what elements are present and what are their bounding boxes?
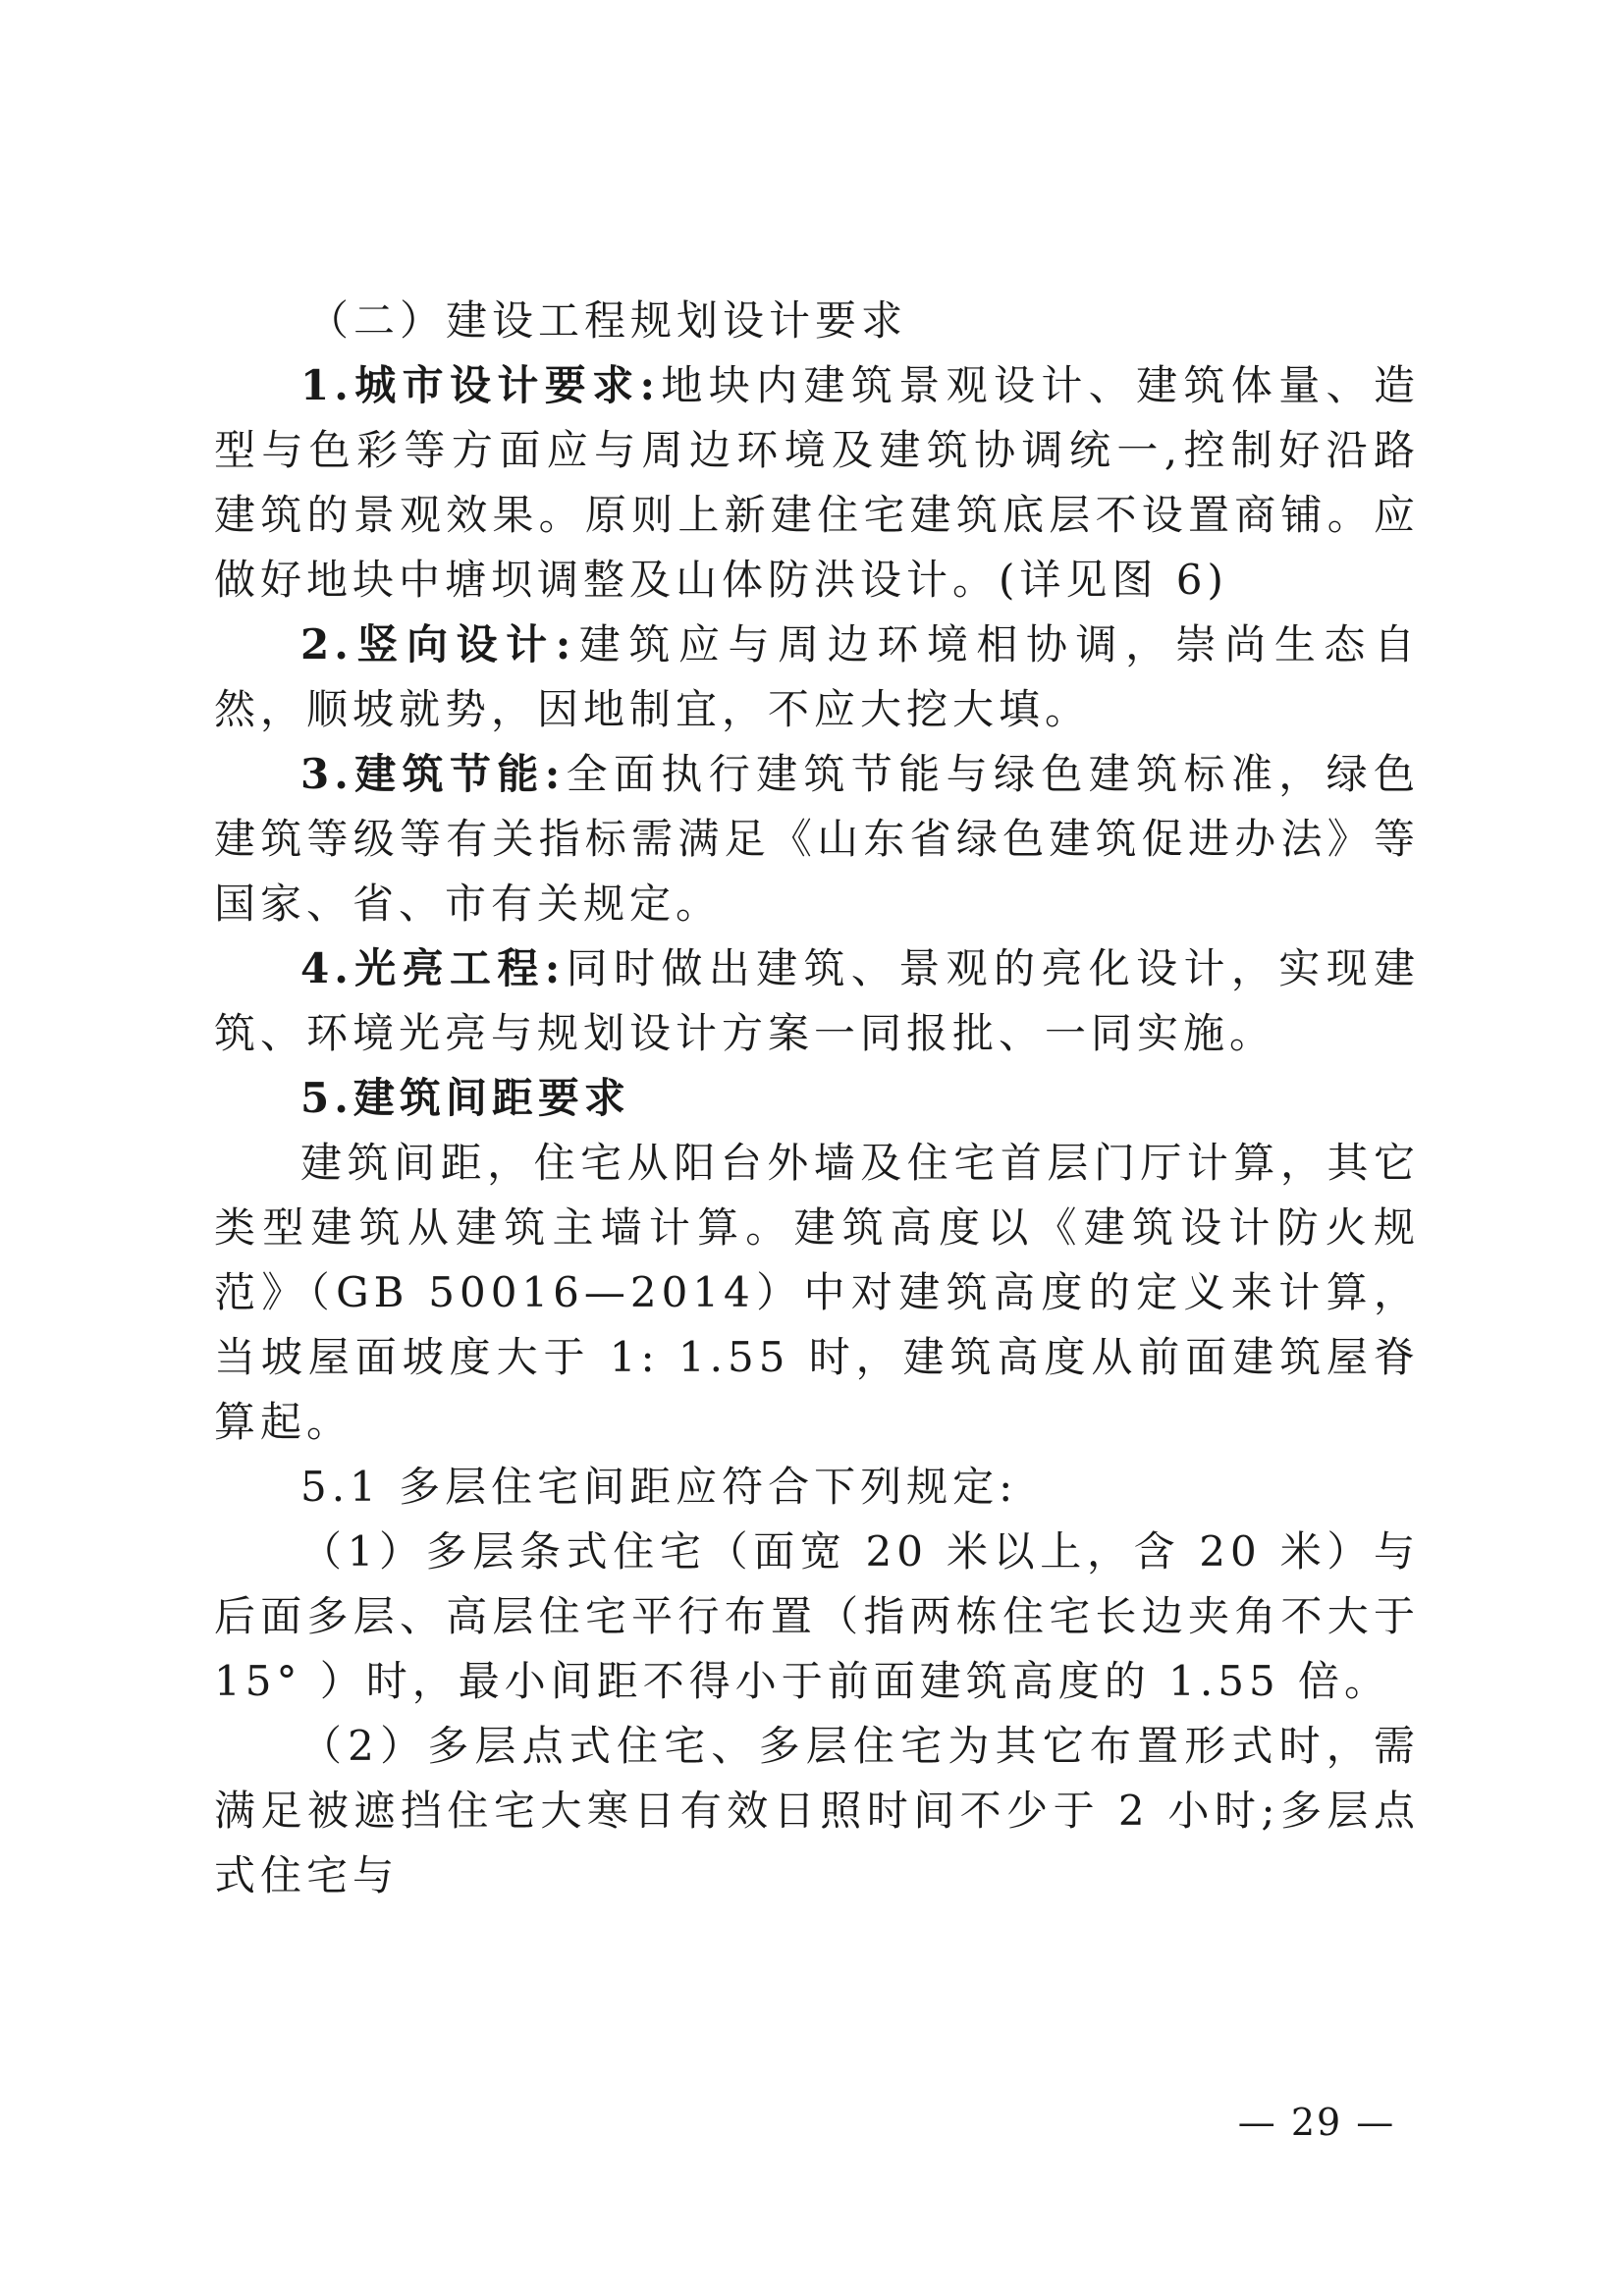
item-5-paragraph xyxy=(214,1066,1420,1131)
page-body xyxy=(214,289,1420,1908)
item-4-text: 同时做出建筑、景观的亮化设计，实现建筑、环境光亮与规划设计方案一同报批、一同实施。 xyxy=(214,944,1420,1057)
clause-5-1-heading: 5.1 多层住宅间距应符合下列规定: xyxy=(300,1463,1018,1511)
page-number: — 29 — xyxy=(1237,2101,1396,2144)
item-2-paragraph xyxy=(214,613,1420,742)
item-2-title: 2.竖向设计: xyxy=(300,620,576,668)
item-1-text: 地块内建筑景观设计、建筑体量、造型与色彩等方面应与周边环境及建筑协调统一,控制好沿路建筑的景观效果。原则上新建住宅建筑底层不设置商铺。应做好地块中塘坝调整及山体防洪设计。(详见图 6) xyxy=(214,361,1420,604)
item-1-paragraph xyxy=(214,353,1420,613)
item-3-text: 全面执行建筑节能与绿色建筑标准，绿色建筑等级等有关指标需满足《山东省绿色建筑促进办法》等国家、省、市有关规定。 xyxy=(214,750,1420,928)
item-4-title: 4.光亮工程: xyxy=(300,944,566,992)
item-4-paragraph xyxy=(214,936,1420,1066)
item-3-paragraph xyxy=(214,742,1420,936)
item-2-text: 建筑应与周边环境相协调，崇尚生态自然，顺坡就势，因地制宜，不应大挖大填。 xyxy=(214,620,1420,733)
item-3-title: 3.建筑节能: xyxy=(300,750,566,798)
clause-5-1-2-paragraph: （2）多层点式住宅、多层住宅为其它布置形式时，需满足被遮挡住宅大寒日有效日照时间不少于 2 小时;多层点式住宅与 xyxy=(214,1722,1420,1899)
spacing-definition-paragraph: 建筑间距，住宅从阳台外墙及住宅首层门厅计算，其它类型建筑从建筑主墙计算。建筑高度以《建筑设计防火规范》（GB 50016—2014）中对建筑高度的定义来计算，当坡屋面坡度大于 1: 1.55 时，建筑高度从前面建筑屋脊算起。 xyxy=(214,1139,1420,1446)
section-heading: （二）建设工程规划设计要求 xyxy=(307,296,908,345)
clause-5-1-1-paragraph: （1）多层条式住宅（面宽 20 米以上，含 20 米）与后面多层、高层住宅平行布置（指两栋住宅长边夹角不大于 15° ）时，最小间距不得小于前面建筑高度的 1.55 倍。 xyxy=(214,1527,1420,1705)
item-1-title: 1.城市设计要求: xyxy=(300,361,660,409)
item-5-title: 5.建筑间距要求 xyxy=(300,1074,630,1122)
